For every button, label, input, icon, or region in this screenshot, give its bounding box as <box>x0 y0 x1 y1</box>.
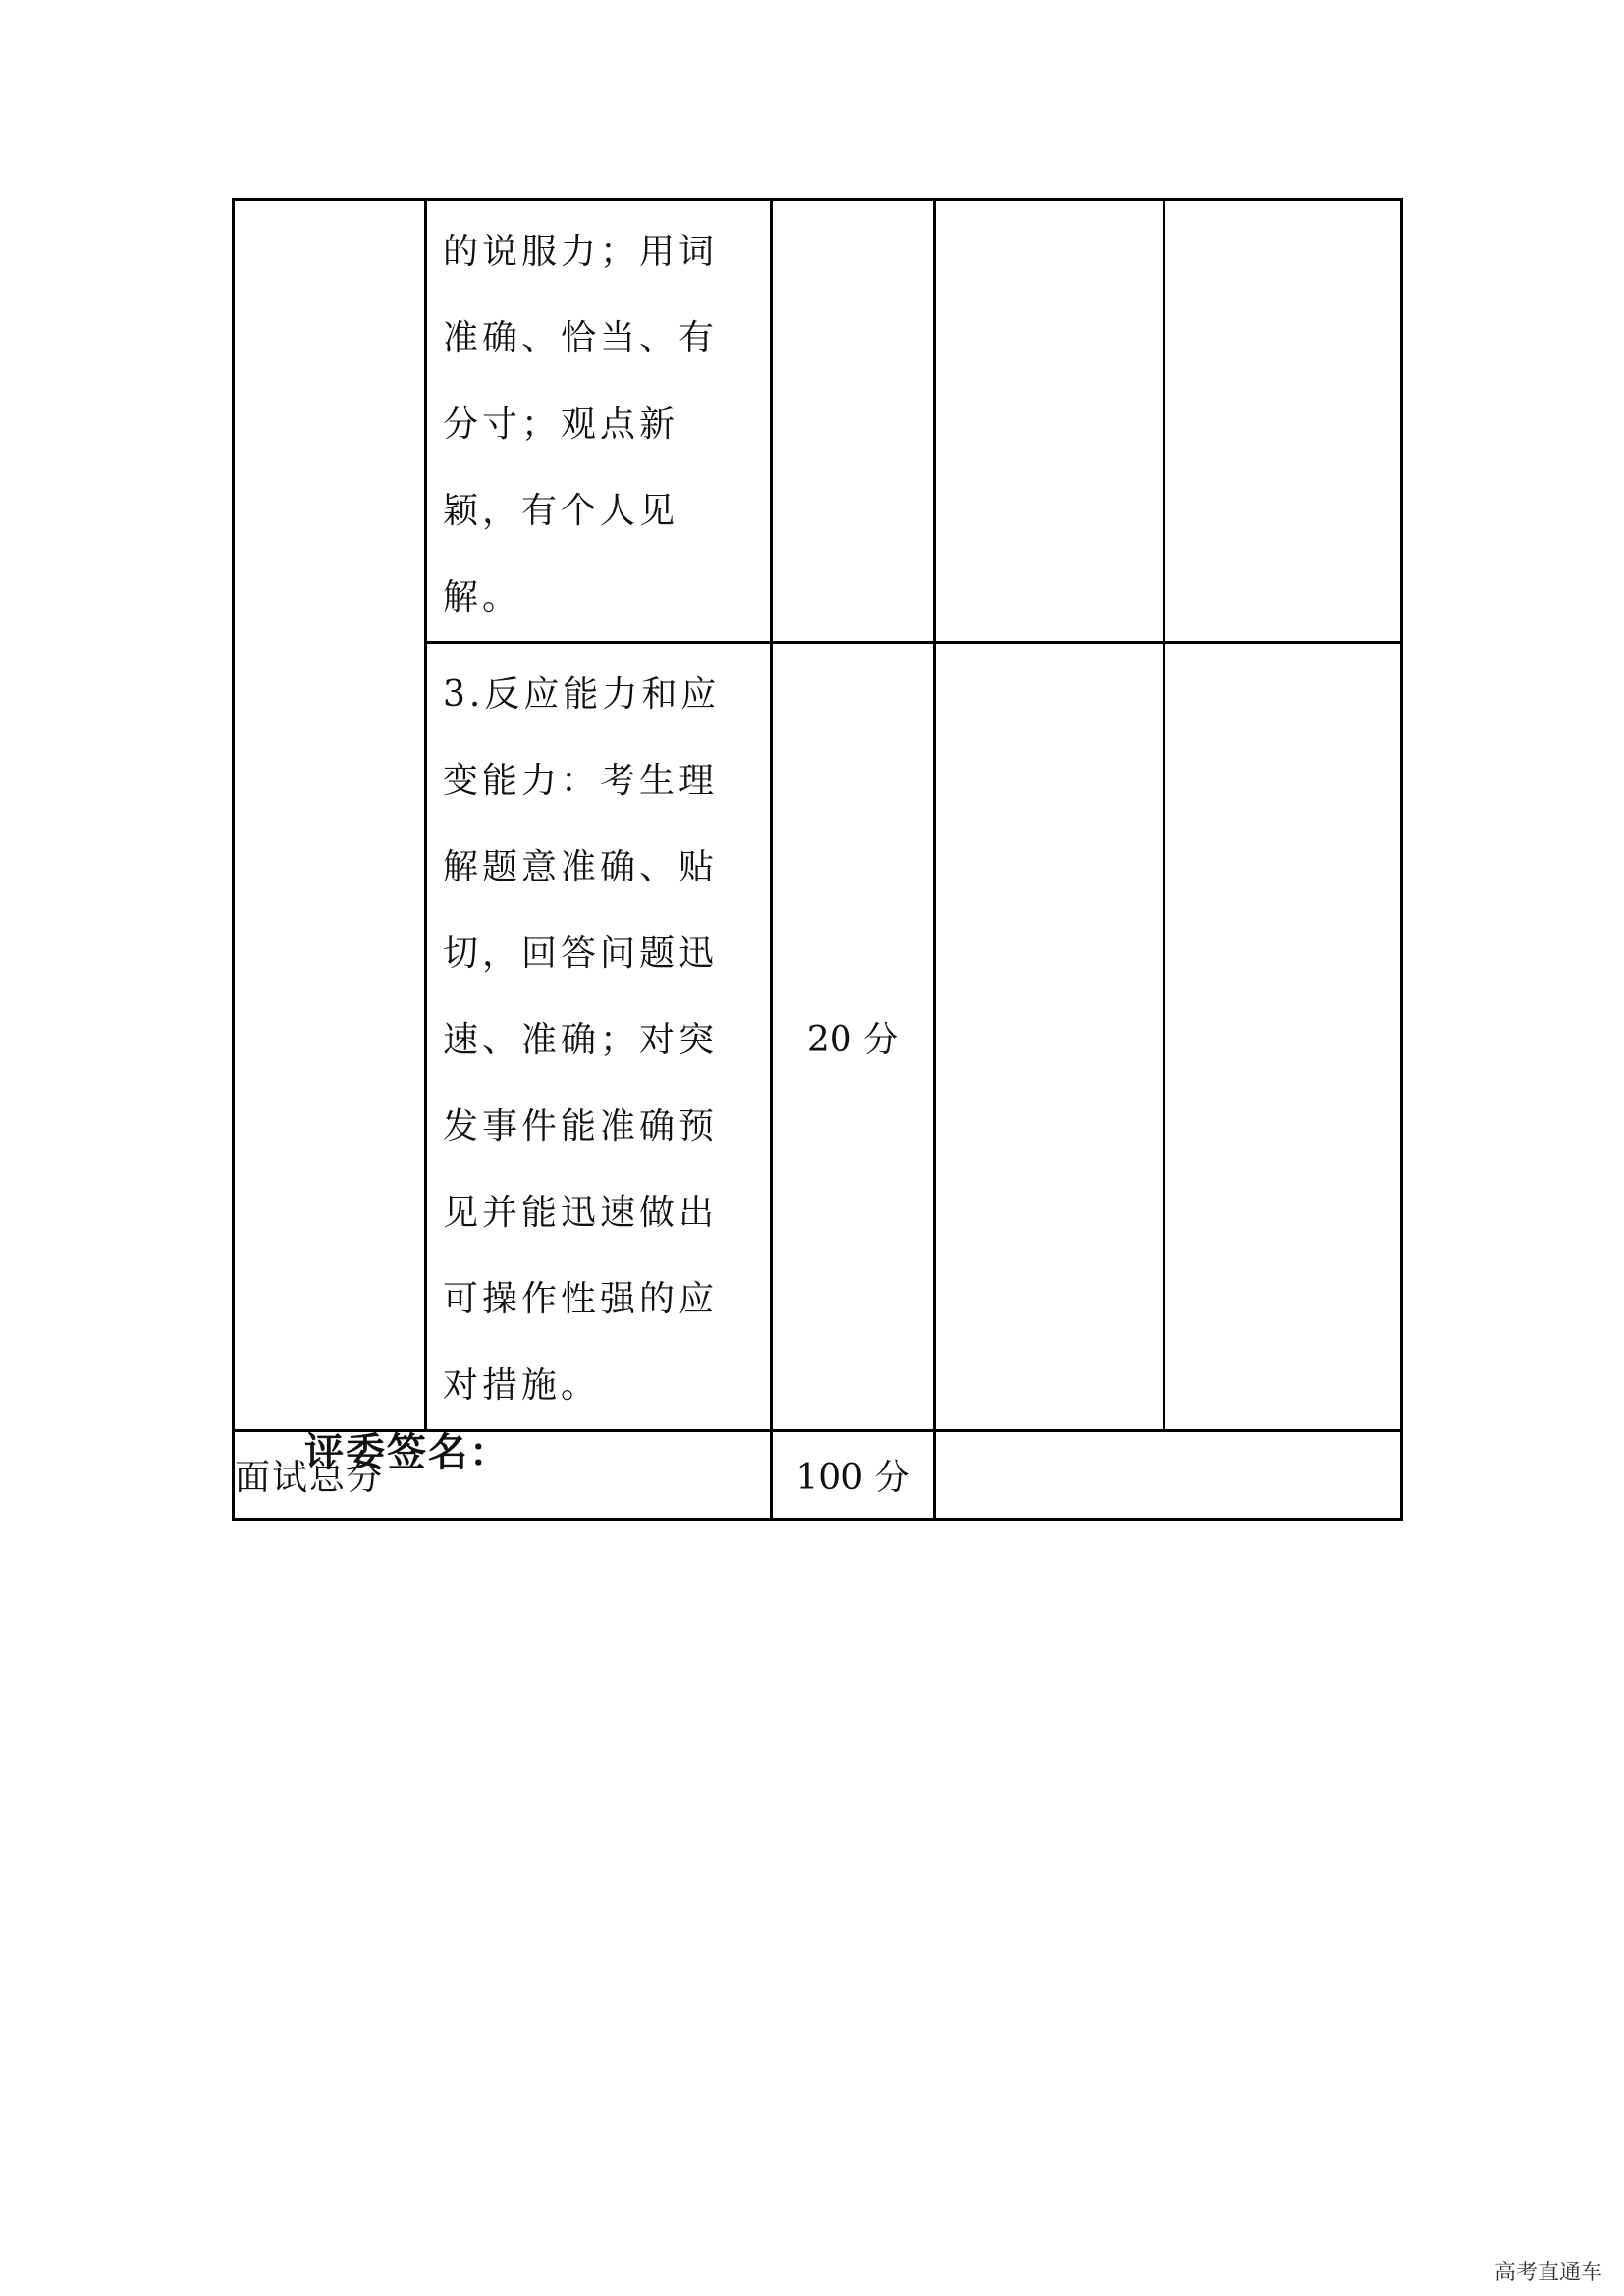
criterion-text: 3.反应能力和应变能力：考生理解题意准确、贴切，回答问题迅速、准确；对突发事件能准确预见并能迅速做出可操作性强的应对措施。 <box>443 674 721 1406</box>
total-score: 100 分 <box>772 1431 935 1520</box>
blank-cell <box>935 643 1164 1431</box>
blank-cell <box>935 200 1164 643</box>
total-value-cell <box>935 1431 1402 1520</box>
judge-signature-label: 评委签名： <box>304 1430 511 1475</box>
watermark: 高考直通车 <box>1493 2261 1602 2285</box>
blank-cell <box>1164 643 1402 1431</box>
category-cell <box>234 200 426 1431</box>
total-label: 面试总分 <box>234 1431 772 1520</box>
scoring-table <box>232 198 1403 1521</box>
criterion-cell <box>426 643 772 1431</box>
criterion-text: 的说服力；用词准确、恰当、有分寸；观点新颖，有个人见解。 <box>443 232 719 617</box>
score-cell: 20 分 <box>772 643 935 1431</box>
table-row-continued <box>234 200 1402 643</box>
criterion-cell <box>426 200 772 643</box>
score-cell <box>772 200 935 643</box>
blank-cell <box>1164 200 1402 643</box>
